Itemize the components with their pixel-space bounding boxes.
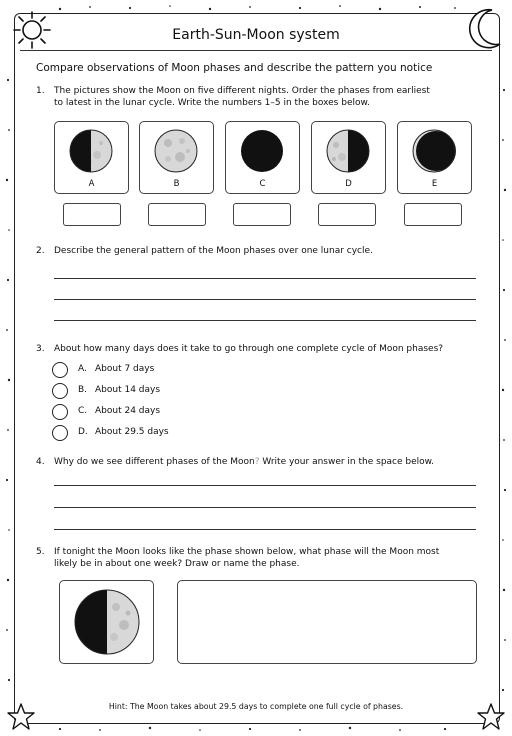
- moon-phase-first-quarter-icon: [69, 129, 113, 173]
- answer-line[interactable]: [54, 507, 476, 508]
- question-number: 1.: [36, 86, 45, 96]
- moon-phase-full-icon: [154, 129, 198, 173]
- option-text: About 29.5 days: [95, 427, 169, 437]
- moon-card-e: [397, 121, 472, 194]
- option-text: About 7 days: [95, 364, 155, 374]
- question-text: If tonight the Moon looks like the phase shown below, what phase will the Moon most likely be in about one week? Draw or name the phase.: [54, 547, 440, 569]
- radio-button[interactable]: [52, 425, 68, 441]
- question-4: [36, 456, 476, 470]
- page-title: Earth-Sun-Moon system: [172, 27, 340, 43]
- question-text: [54, 456, 474, 468]
- moon-card-c: [225, 121, 300, 194]
- question-text: The pictures show the Moon on five different nights. Order the phases from earliest to latest in the lunar cycle. Write the numbers 1–5 in the boxes below.: [54, 86, 430, 108]
- answer-box-e[interactable]: [404, 203, 462, 226]
- moon-phase-first-quarter-icon: [74, 589, 140, 655]
- option-a[interactable]: [52, 362, 252, 378]
- question-2: [36, 245, 476, 259]
- moon-phase-last-quarter-icon: [326, 129, 370, 173]
- question-number: 2.: [36, 246, 45, 256]
- moon-phase-thin-crescent-icon: [412, 129, 456, 173]
- option-c[interactable]: [52, 404, 252, 420]
- radio-button[interactable]: [52, 404, 68, 420]
- option-letter: A.: [78, 364, 87, 374]
- moon-phase-new-icon: [240, 129, 284, 173]
- answer-box-c[interactable]: [233, 203, 291, 226]
- radio-button[interactable]: [52, 362, 68, 378]
- question-text: Describe the general pattern of the Moon phases over one lunar cycle.: [54, 246, 373, 256]
- answer-box-a[interactable]: [63, 203, 121, 226]
- moon-card-a: [54, 121, 129, 194]
- question-text: About how many days does it take to go through one complete cycle of Moon phases?: [54, 344, 444, 354]
- answer-line[interactable]: [54, 320, 476, 321]
- answer-line[interactable]: [54, 278, 476, 279]
- option-text: About 24 days: [95, 406, 161, 416]
- moon-label: A: [88, 179, 95, 189]
- option-d[interactable]: [52, 425, 252, 441]
- question-number: 4.: [36, 457, 45, 467]
- page-subtitle: Compare observations of Moon phases and describe the pattern you notice: [36, 62, 433, 74]
- question-1: [36, 85, 476, 111]
- hint-text: Hint: The Moon takes about 29.5 days to complete one full cycle of phases.: [108, 702, 404, 711]
- option-text: About 14 days: [95, 385, 161, 395]
- moon-label: B: [173, 179, 180, 189]
- option-letter: D.: [78, 427, 88, 437]
- option-letter: B.: [78, 385, 88, 395]
- moon-label: C: [259, 179, 266, 189]
- question-number: 5.: [36, 547, 45, 557]
- question-text-part: Write your answer in the space below.: [259, 457, 435, 467]
- answer-line[interactable]: [54, 529, 476, 530]
- moon-label: D: [345, 179, 352, 189]
- answer-box-d[interactable]: [318, 203, 376, 226]
- drawing-area[interactable]: [177, 580, 477, 664]
- option-letter: C.: [78, 406, 88, 416]
- question-5: [36, 546, 476, 574]
- moon-label: E: [431, 179, 438, 189]
- answer-line[interactable]: [54, 485, 476, 486]
- question-mark: ?: [254, 457, 260, 467]
- answer-box-b[interactable]: [148, 203, 206, 226]
- radio-button[interactable]: [52, 383, 68, 399]
- answer-line[interactable]: [54, 299, 476, 300]
- question-3: [36, 343, 476, 357]
- question-text-part: Why do we see different phases of the Moon: [54, 457, 255, 467]
- option-b[interactable]: [52, 383, 252, 399]
- moon-card-d: [311, 121, 386, 194]
- moon-card-b: [139, 121, 214, 194]
- q5-moon-card: [59, 580, 154, 664]
- question-number: 3.: [36, 344, 45, 354]
- title-divider: [20, 50, 492, 51]
